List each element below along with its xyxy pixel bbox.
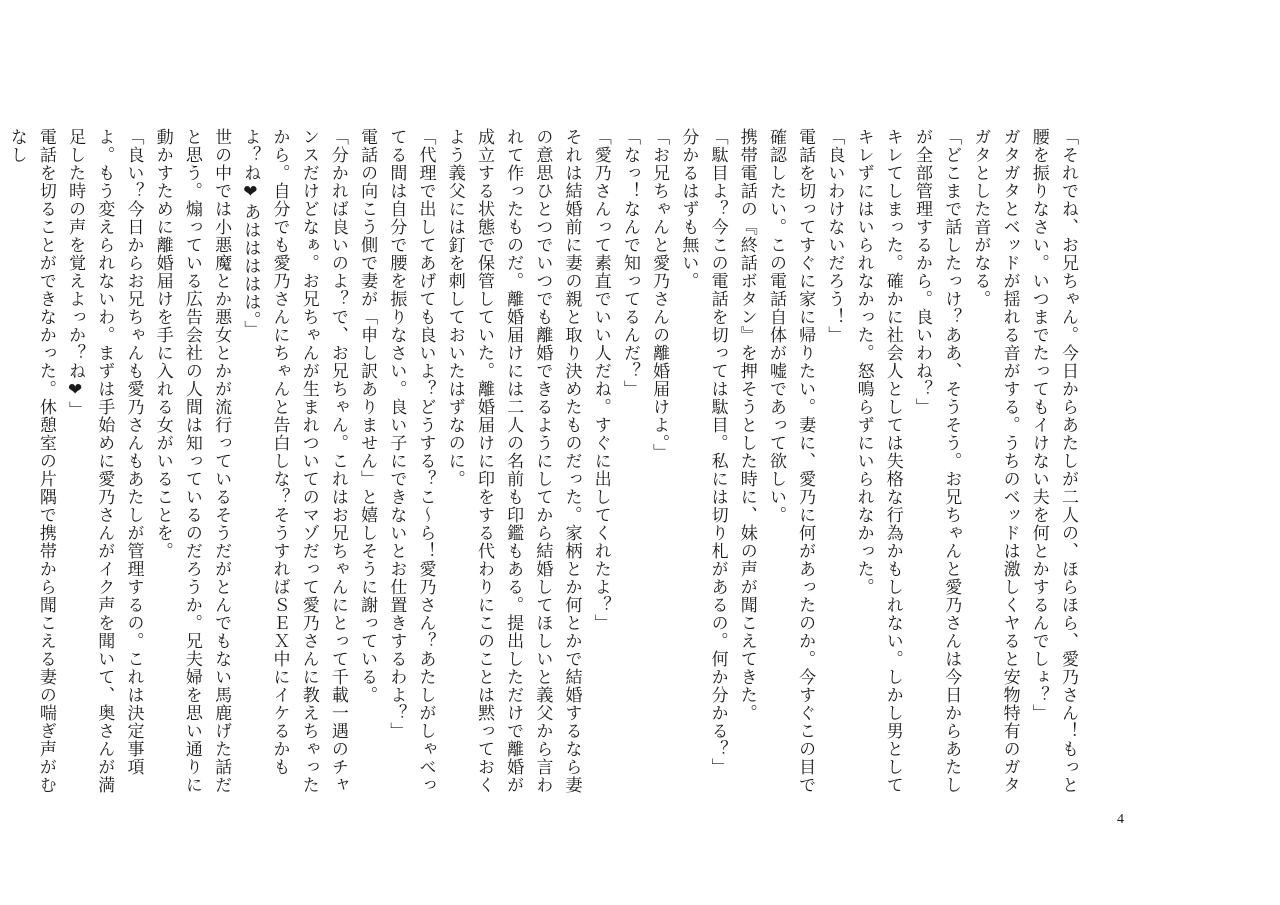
paragraph: 電話の向こう側で妻が「申し訳ありません」と嬉しそうに謝っている。	[357, 128, 378, 704]
paragraph: 「代理で出してあげても良いよ？どうする？こ～ら！愛乃さん？あたしがしゃべってる間は自分で腰を振りなさい。良い子にできないとお仕置きするわよ？」	[386, 128, 436, 794]
paragraph: 携帯電話の『終話ボタン』を押そうとした時に、妹の声が聞こえてきた。	[736, 128, 757, 722]
paragraph: 「どこまで話したっけ？ああ、そうそう。お兄ちゃんと愛乃さんは今日からあたしが全部管理するから。良いわね？」	[911, 128, 962, 794]
paragraph: 「良い？今日からお兄ちゃんも愛乃さんもあたしが管理するの。これは決定事項よ。もう変えられないわ。まずは手始めに愛乃さんがイク声を聞いて、奥さんが満足した時の声を覚えよっか？ね❤」	[65, 128, 144, 794]
paragraph: それは結婚前に妻の親と取り決めたものだった。家柄とか何とかで結婚するなら妻の意思ひとつでいつでも離婚できるようにしてから結婚してほしいと義父から言われて作ったものだ。離婚届けには二人の名前も印鑑もある。提出しただけで離婚が成立する状態で保管していた。離婚届けに印をする代わりにこのことは黙っておくよう義父には釘を刺しておいたはずなのに。	[444, 128, 582, 794]
paragraph: キレてしまった。確かに社会人としては失格な行為かもしれない。しかし男としてキレずにはいられなかった。怒鳴らずにいられなかった。	[853, 128, 903, 794]
paragraph: ガタガタとベッドが揺れる音がする。うちのベッドは激しくヤると安物特有のガタガタとした音がなる。	[970, 128, 1020, 794]
paragraph: 電話を切ることができなかった。休憩室の片隅で携帯から聞こえる妻の喘ぎ声がむなし	[6, 128, 56, 794]
paragraph: 「愛乃さんって素直でいい人だね。すぐに出してくれたよ？」	[590, 128, 611, 632]
page-number: 4	[1117, 812, 1124, 827]
paragraph: 世の中では小悪魔とか悪女とかが流行っているそうだがとんでもない馬鹿げた話だと思う。煽っている広告会社の人間は知っているのだろうか。兄夫婦を思い通りに動かすために離婚届けを手に入れる女がいることを。	[152, 128, 232, 794]
paragraph: 「良いわけないだろう！」	[824, 128, 845, 344]
paragraph: 分かるはずも無い。	[678, 128, 699, 290]
paragraph: 電話を切ってすぐに家に帰りたい。妻に、愛乃に何があったのか。今すぐこの目で確認したい。この電話自体が嘘であって欲しい。	[765, 128, 816, 794]
paragraph: 「なっ！なんで知ってるんだ？」	[619, 128, 640, 398]
vertical-text-body	[6, 128, 1082, 804]
paragraph: 「駄目よ？今この電話を切っては駄目。私には切り札があるの。何か分かる？」	[707, 128, 728, 776]
paragraph: 「それでね、お兄ちゃん。今日からあたしが二人の、ほらほら、愛乃さん！もっと腰を振りなさい。いつまでたってもイけない夫を何とかするんでしょ？」	[1028, 128, 1078, 794]
paragraph: 「お兄ちゃんと愛乃さんの離婚届けよ。」	[649, 128, 670, 462]
paragraph: 「分かれば良いのよ？で、お兄ちゃん。これはお兄ちゃんにとって千載一遇のチャンスだけどなぁ。お兄ちゃんが生まれついてのマゾだって愛乃さんに教えちゃったから。自分でも愛乃さんにちゃんと告白しな？そうすればＳＥＸ中にイケるかもよ？ね❤あははははは。」	[240, 128, 348, 794]
